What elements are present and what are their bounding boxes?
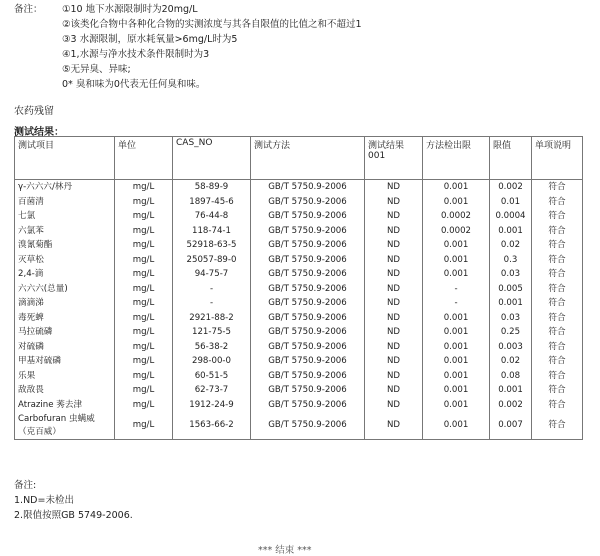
cell-detection-limit: 0.001: [423, 325, 490, 340]
cell-remark: 符合: [532, 412, 583, 440]
cell-unit: mg/L: [115, 383, 173, 398]
cell-remark: 符合: [532, 354, 583, 369]
cell-limit: 0.03: [490, 267, 532, 282]
cell-cas: 121-75-5: [173, 325, 251, 340]
cell-cas: 2921-88-2: [173, 311, 251, 326]
cell-result: ND: [365, 325, 423, 340]
cell-method: GB/T 5750.9-2006: [251, 383, 365, 398]
bottom-notes: [14, 478, 133, 523]
cell-cas: 1897-45-6: [173, 195, 251, 210]
cell-unit: mg/L: [115, 253, 173, 268]
cell-item: 六氯苯: [15, 224, 115, 239]
cell-remark: 符合: [532, 340, 583, 355]
cell-limit: 0.002: [490, 398, 532, 413]
cell-method: GB/T 5750.9-2006: [251, 267, 365, 282]
header-method: 测试方法: [251, 137, 365, 180]
cell-limit: 0.0004: [490, 209, 532, 224]
cell-item: Atrazine 莠去津: [15, 398, 115, 413]
cell-remark: 符合: [532, 180, 583, 195]
cell-remark: 符合: [532, 195, 583, 210]
cell-detection-limit: 0.001: [423, 398, 490, 413]
cell-unit: mg/L: [115, 282, 173, 297]
cell-cas: 60-51-5: [173, 369, 251, 384]
cell-cas: 118-74-1: [173, 224, 251, 239]
cell-result: ND: [365, 311, 423, 326]
cell-detection-limit: 0.0002: [423, 209, 490, 224]
cell-detection-limit: 0.001: [423, 253, 490, 268]
cell-limit: 0.002: [490, 180, 532, 195]
cell-unit: mg/L: [115, 267, 173, 282]
table-row: [15, 369, 583, 384]
header-result: 测试结果 001: [365, 137, 423, 180]
cell-detection-limit: 0.001: [423, 369, 490, 384]
cell-method: GB/T 5750.9-2006: [251, 238, 365, 253]
header-cas: CAS_NO: [173, 137, 251, 180]
results-table: [14, 136, 583, 440]
cell-cas: -: [173, 282, 251, 297]
cell-unit: mg/L: [115, 398, 173, 413]
top-note-line: ①10 地下水源限制时为20mg/L: [62, 4, 198, 15]
table-row: [15, 398, 583, 413]
cell-limit: 0.03: [490, 311, 532, 326]
top-notes-lines: [62, 2, 562, 92]
cell-limit: 0.08: [490, 369, 532, 384]
cell-limit: 0.003: [490, 340, 532, 355]
cell-result: ND: [365, 412, 423, 440]
cell-unit: mg/L: [115, 209, 173, 224]
cell-remark: 符合: [532, 311, 583, 326]
table-row: [15, 209, 583, 224]
cell-detection-limit: 0.001: [423, 238, 490, 253]
cell-item: 溴氰菊酯: [15, 238, 115, 253]
end-mark: *** 结束 ***: [258, 545, 312, 556]
cell-result: ND: [365, 224, 423, 239]
cell-cas: 58-89-9: [173, 180, 251, 195]
cell-remark: 符合: [532, 253, 583, 268]
cell-detection-limit: 0.0002: [423, 224, 490, 239]
cell-cas: -: [173, 296, 251, 311]
cell-method: GB/T 5750.9-2006: [251, 354, 365, 369]
table-row: [15, 253, 583, 268]
cell-item: 灭草松: [15, 253, 115, 268]
cell-remark: 符合: [532, 398, 583, 413]
cell-remark: 符合: [532, 224, 583, 239]
cell-cas: 76-44-8: [173, 209, 251, 224]
cell-result: ND: [365, 354, 423, 369]
cell-detection-limit: 0.001: [423, 383, 490, 398]
cell-method: GB/T 5750.9-2006: [251, 311, 365, 326]
header-detection-limit: 方法检出限: [423, 137, 490, 180]
cell-remark: 符合: [532, 369, 583, 384]
top-note-line: ③3 水源限制，原水耗氧量>6mg/L时为5: [62, 34, 238, 45]
cell-method: GB/T 5750.9-2006: [251, 340, 365, 355]
cell-cas: 298-00-0: [173, 354, 251, 369]
cell-detection-limit: -: [423, 296, 490, 311]
cell-item: 六六六(总量): [15, 282, 115, 297]
cell-cas: 62-73-7: [173, 383, 251, 398]
cell-item: 敌敌畏: [15, 383, 115, 398]
cell-item: 滴滴涕: [15, 296, 115, 311]
table-row: [15, 282, 583, 297]
cell-result: ND: [365, 369, 423, 384]
cell-method: GB/T 5750.9-2006: [251, 325, 365, 340]
cell-item: 甲基对硫磷: [15, 354, 115, 369]
cell-remark: 符合: [532, 383, 583, 398]
cell-limit: 0.001: [490, 296, 532, 311]
cell-result: ND: [365, 180, 423, 195]
cell-method: GB/T 5750.9-2006: [251, 180, 365, 195]
cell-limit: 0.25: [490, 325, 532, 340]
cell-unit: mg/L: [115, 354, 173, 369]
cell-detection-limit: 0.001: [423, 340, 490, 355]
table-row: [15, 383, 583, 398]
cell-remark: 符合: [532, 296, 583, 311]
cell-unit: mg/L: [115, 325, 173, 340]
cell-detection-limit: -: [423, 282, 490, 297]
cell-limit: 0.02: [490, 354, 532, 369]
cell-item: Carbofuran 虫螨威（克百威）: [15, 412, 115, 440]
cell-remark: 符合: [532, 209, 583, 224]
cell-cas: 94-75-7: [173, 267, 251, 282]
cell-item: 七氯: [15, 209, 115, 224]
cell-cas: 1912-24-9: [173, 398, 251, 413]
top-note-line: ④1,水源与净水技术条件限制时为3: [62, 49, 210, 60]
table-row: [15, 224, 583, 239]
cell-limit: 0.001: [490, 224, 532, 239]
cell-item: 乐果: [15, 369, 115, 384]
top-notes-label: 备注：: [14, 4, 43, 15]
cell-method: GB/T 5750.9-2006: [251, 209, 365, 224]
section-title: 农药残留: [14, 106, 54, 117]
cell-cas: 56-38-2: [173, 340, 251, 355]
cell-item: 马拉硫磷: [15, 325, 115, 340]
cell-item: 毒死蜱: [15, 311, 115, 326]
cell-remark: 符合: [532, 238, 583, 253]
cell-limit: 0.001: [490, 383, 532, 398]
header-unit: 单位: [115, 137, 173, 180]
cell-unit: mg/L: [115, 369, 173, 384]
table-row: [15, 340, 583, 355]
cell-unit: mg/L: [115, 195, 173, 210]
table-row: [15, 311, 583, 326]
table-header-row: [15, 137, 583, 180]
cell-method: GB/T 5750.9-2006: [251, 195, 365, 210]
cell-result: ND: [365, 383, 423, 398]
cell-method: GB/T 5750.9-2006: [251, 369, 365, 384]
cell-result: ND: [365, 253, 423, 268]
cell-remark: 符合: [532, 282, 583, 297]
cell-limit: 0.3: [490, 253, 532, 268]
cell-unit: mg/L: [115, 296, 173, 311]
table-row: [15, 325, 583, 340]
cell-item: 2,4-滴: [15, 267, 115, 282]
cell-method: GB/T 5750.9-2006: [251, 398, 365, 413]
cell-method: GB/T 5750.9-2006: [251, 224, 365, 239]
cell-result: ND: [365, 296, 423, 311]
cell-remark: 符合: [532, 325, 583, 340]
cell-result: ND: [365, 209, 423, 224]
cell-unit: mg/L: [115, 340, 173, 355]
cell-item: γ-六六六/林丹: [15, 180, 115, 195]
cell-item: 对硫磷: [15, 340, 115, 355]
bottom-note-line: 1.ND=未检出: [14, 495, 74, 506]
cell-result: ND: [365, 282, 423, 297]
cell-limit: 0.007: [490, 412, 532, 440]
top-note-line: ⑤无异臭、异味;: [62, 64, 131, 75]
top-note-line: ②该类化合物中各种化合物的实测浓度与其各自限值的比值之和不超过1: [62, 19, 362, 30]
bottom-notes-label: 备注:: [14, 480, 37, 491]
cell-method: GB/T 5750.9-2006: [251, 412, 365, 440]
cell-detection-limit: 0.001: [423, 412, 490, 440]
cell-remark: 符合: [532, 267, 583, 282]
cell-unit: mg/L: [115, 311, 173, 326]
cell-unit: mg/L: [115, 412, 173, 440]
cell-cas: 25057-89-0: [173, 253, 251, 268]
cell-detection-limit: 0.001: [423, 311, 490, 326]
cell-limit: 0.005: [490, 282, 532, 297]
table-row: [15, 238, 583, 253]
cell-cas: 1563-66-2: [173, 412, 251, 440]
cell-unit: mg/L: [115, 224, 173, 239]
cell-method: GB/T 5750.9-2006: [251, 296, 365, 311]
cell-item: 百菌清: [15, 195, 115, 210]
table-row: [15, 412, 583, 440]
cell-method: GB/T 5750.9-2006: [251, 282, 365, 297]
cell-unit: mg/L: [115, 180, 173, 195]
header-remark: 单项说明: [532, 137, 583, 180]
bottom-note-line: 2.限值按照GB 5749-2006.: [14, 510, 133, 521]
header-item: 测试项目: [15, 137, 115, 180]
cell-detection-limit: 0.001: [423, 354, 490, 369]
cell-limit: 0.01: [490, 195, 532, 210]
table-row: [15, 296, 583, 311]
table-row: [15, 354, 583, 369]
table-row: [15, 267, 583, 282]
header-limit: 限值: [490, 137, 532, 180]
cell-method: GB/T 5750.9-2006: [251, 253, 365, 268]
cell-cas: 52918-63-5: [173, 238, 251, 253]
cell-result: ND: [365, 238, 423, 253]
cell-result: ND: [365, 340, 423, 355]
cell-result: ND: [365, 398, 423, 413]
cell-detection-limit: 0.001: [423, 180, 490, 195]
cell-result: ND: [365, 195, 423, 210]
cell-result: ND: [365, 267, 423, 282]
cell-detection-limit: 0.001: [423, 195, 490, 210]
cell-unit: mg/L: [115, 238, 173, 253]
table-row: [15, 180, 583, 195]
table-row: [15, 195, 583, 210]
cell-detection-limit: 0.001: [423, 267, 490, 282]
cell-limit: 0.02: [490, 238, 532, 253]
result-title: 测试结果：: [14, 127, 64, 138]
top-note-line: 0* 臭和味为0代表无任何臭和味。: [62, 79, 206, 90]
